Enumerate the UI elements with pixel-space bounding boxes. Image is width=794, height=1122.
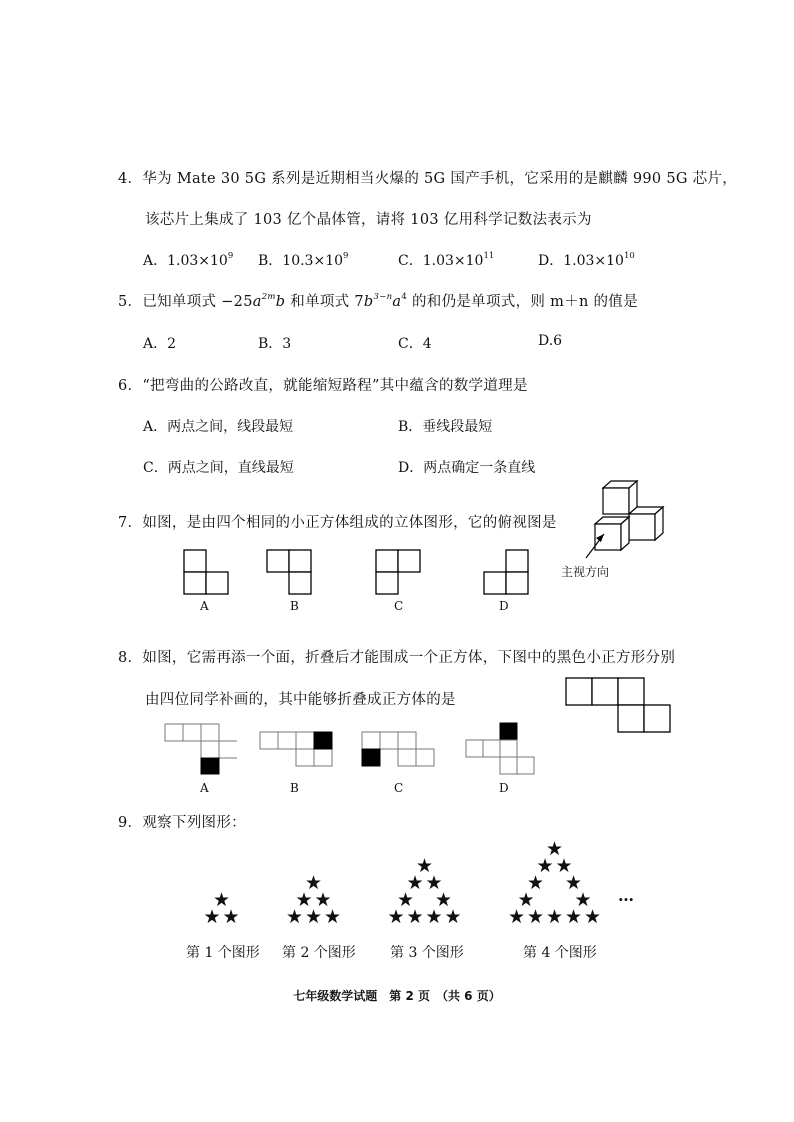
page-footer: 七年级数学试题 第 2 页 （共 6 页） <box>293 989 501 1003</box>
star-icon: ★ <box>397 889 415 911</box>
q5-var-b: b <box>275 294 286 310</box>
q8-stem-line1: 8．如图，它需再添一个面，折叠后才能围成一个正方体，下图中的黑色小正方形分别 <box>118 650 676 666</box>
q8-option-b-label[interactable]: B <box>290 781 299 795</box>
star-icon: ★ <box>203 906 221 928</box>
q9-figure-1-label: 第 1 个图形 <box>186 945 260 961</box>
q5-suffix: 的和仍是单项式，则 m＋n 的值是 <box>407 294 638 310</box>
q5-exp-2m: 2m <box>261 292 276 302</box>
q4-option-b[interactable] <box>258 250 348 270</box>
q7-option-a-figure[interactable] <box>183 549 231 595</box>
q4-option-a[interactable] <box>143 250 233 270</box>
star-icon: ★ <box>387 906 405 928</box>
q5-prefix: 5．已知单项式 −25 <box>118 294 253 310</box>
q7-option-c-figure[interactable] <box>375 549 423 595</box>
q5-exp-4: 4 <box>401 292 408 302</box>
star-icon: ★ <box>565 906 583 928</box>
star-icon: ★ <box>565 872 583 894</box>
star-icon: ★ <box>425 906 443 928</box>
option-value: 1.03×10 <box>422 253 484 269</box>
star-icon: ★ <box>546 906 564 928</box>
option-label: D． <box>538 253 564 269</box>
option-value: 10.3×10 <box>282 253 344 269</box>
q7-option-d-label[interactable]: D <box>499 599 509 613</box>
q8-reference-net <box>565 677 675 737</box>
star-icon: ★ <box>286 906 304 928</box>
q6-option-c[interactable]: C．两点之间，直线最短 <box>143 460 294 476</box>
star-icon: ★ <box>305 906 323 928</box>
q5-stem <box>118 290 638 311</box>
q6-option-a[interactable]: A．两点之间，线段最短 <box>143 419 294 435</box>
q8-option-a-label[interactable]: A <box>200 781 209 795</box>
q8-option-d-figure[interactable] <box>465 722 541 776</box>
q7-stem: 7．如图，是由四个相同的小正方体组成的立体图形，它的俯视图是 <box>118 515 557 531</box>
q7-option-b-label[interactable]: B <box>290 599 299 613</box>
q4-option-d[interactable] <box>538 250 635 270</box>
q6-option-b[interactable]: B．垂线段最短 <box>398 419 493 435</box>
star-icon: ★ <box>435 889 453 911</box>
q9-ellipsis: … <box>618 886 634 905</box>
star-icon: ★ <box>324 906 342 928</box>
star-icon: ★ <box>517 889 535 911</box>
option-value: 1.03×10 <box>563 253 624 269</box>
option-exponent: 11 <box>483 251 495 261</box>
q6-option-d[interactable]: D．两点确定一条直线 <box>398 460 536 476</box>
q9-figure-2-label: 第 2 个图形 <box>282 945 356 961</box>
star-icon: ★ <box>574 889 592 911</box>
q9-figure-4-label: 第 4 个图形 <box>523 945 597 961</box>
q7-option-a-label[interactable]: A <box>200 599 209 613</box>
q5-mid: 和单项式 7 <box>285 294 364 310</box>
option-exponent: 10 <box>623 251 635 261</box>
star-icon: ★ <box>527 906 545 928</box>
option-value: 1.03×10 <box>167 253 228 269</box>
q5-var-a: a <box>252 294 262 310</box>
option-exponent: 9 <box>343 251 349 261</box>
star-icon: ★ <box>425 872 443 894</box>
star-icon: ★ <box>546 838 564 860</box>
star-icon: ★ <box>305 872 323 894</box>
option-exponent: 9 <box>227 251 234 261</box>
q8-stem-line2: 由四位同学补画的，其中能够折叠成正方体的是 <box>145 692 456 708</box>
option-label: A． <box>143 253 168 269</box>
star-icon: ★ <box>295 889 313 911</box>
option-label: C． <box>398 253 423 269</box>
q5-exp-3-n: 3−n <box>373 292 393 302</box>
q9-stem: 9．观察下列图形： <box>118 815 246 831</box>
star-icon: ★ <box>406 872 424 894</box>
q5-option-d[interactable]: D.6 <box>538 333 563 349</box>
q5-option-b[interactable]: B．3 <box>258 336 292 352</box>
q8-option-b-figure[interactable] <box>259 731 335 769</box>
star-icon: ★ <box>406 906 424 928</box>
star-icon: ★ <box>314 889 332 911</box>
q8-option-c-figure[interactable] <box>361 731 439 769</box>
option-label: B． <box>258 253 283 269</box>
star-icon: ★ <box>584 906 602 928</box>
q8-option-d-label[interactable]: D <box>499 781 509 795</box>
star-icon: ★ <box>527 872 545 894</box>
q9-figure-3-label: 第 3 个图形 <box>390 945 464 961</box>
q4-stem-line2: 该芯片上集成了 103 亿个晶体管，请将 103 亿用科学记数法表示为 <box>145 212 592 228</box>
q7-view-direction-label: 主视方向 <box>561 565 610 579</box>
q7-option-c-label[interactable]: C <box>394 599 404 613</box>
star-icon: ★ <box>416 855 434 877</box>
q8-option-c-label[interactable]: C <box>394 781 404 795</box>
q5-var-a2: a <box>392 294 402 310</box>
star-icon: ★ <box>555 855 573 877</box>
q6-stem: 6．“把弯曲的公路改直，就能缩短路程”其中蕴含的数学道理是 <box>118 378 528 394</box>
q7-option-d-figure[interactable] <box>483 549 531 595</box>
q7-cube-figure <box>580 478 680 558</box>
q7-option-b-figure[interactable] <box>266 549 314 595</box>
star-icon: ★ <box>213 889 231 911</box>
q8-option-a-figure[interactable] <box>164 723 240 775</box>
star-icon: ★ <box>444 906 462 928</box>
q5-option-a[interactable]: A．2 <box>143 336 177 352</box>
q5-option-c[interactable]: C．4 <box>398 336 432 352</box>
q4-stem-line1: 4．华为 Mate 30 5G 系列是近期相当火爆的 5G 国产手机，它采用的是麒麟 990 5G 芯片， <box>118 171 738 187</box>
star-icon: ★ <box>508 906 526 928</box>
q5-var-b2: b <box>363 294 374 310</box>
star-icon: ★ <box>222 906 240 928</box>
q4-option-c[interactable] <box>398 250 494 270</box>
star-icon: ★ <box>536 855 554 877</box>
